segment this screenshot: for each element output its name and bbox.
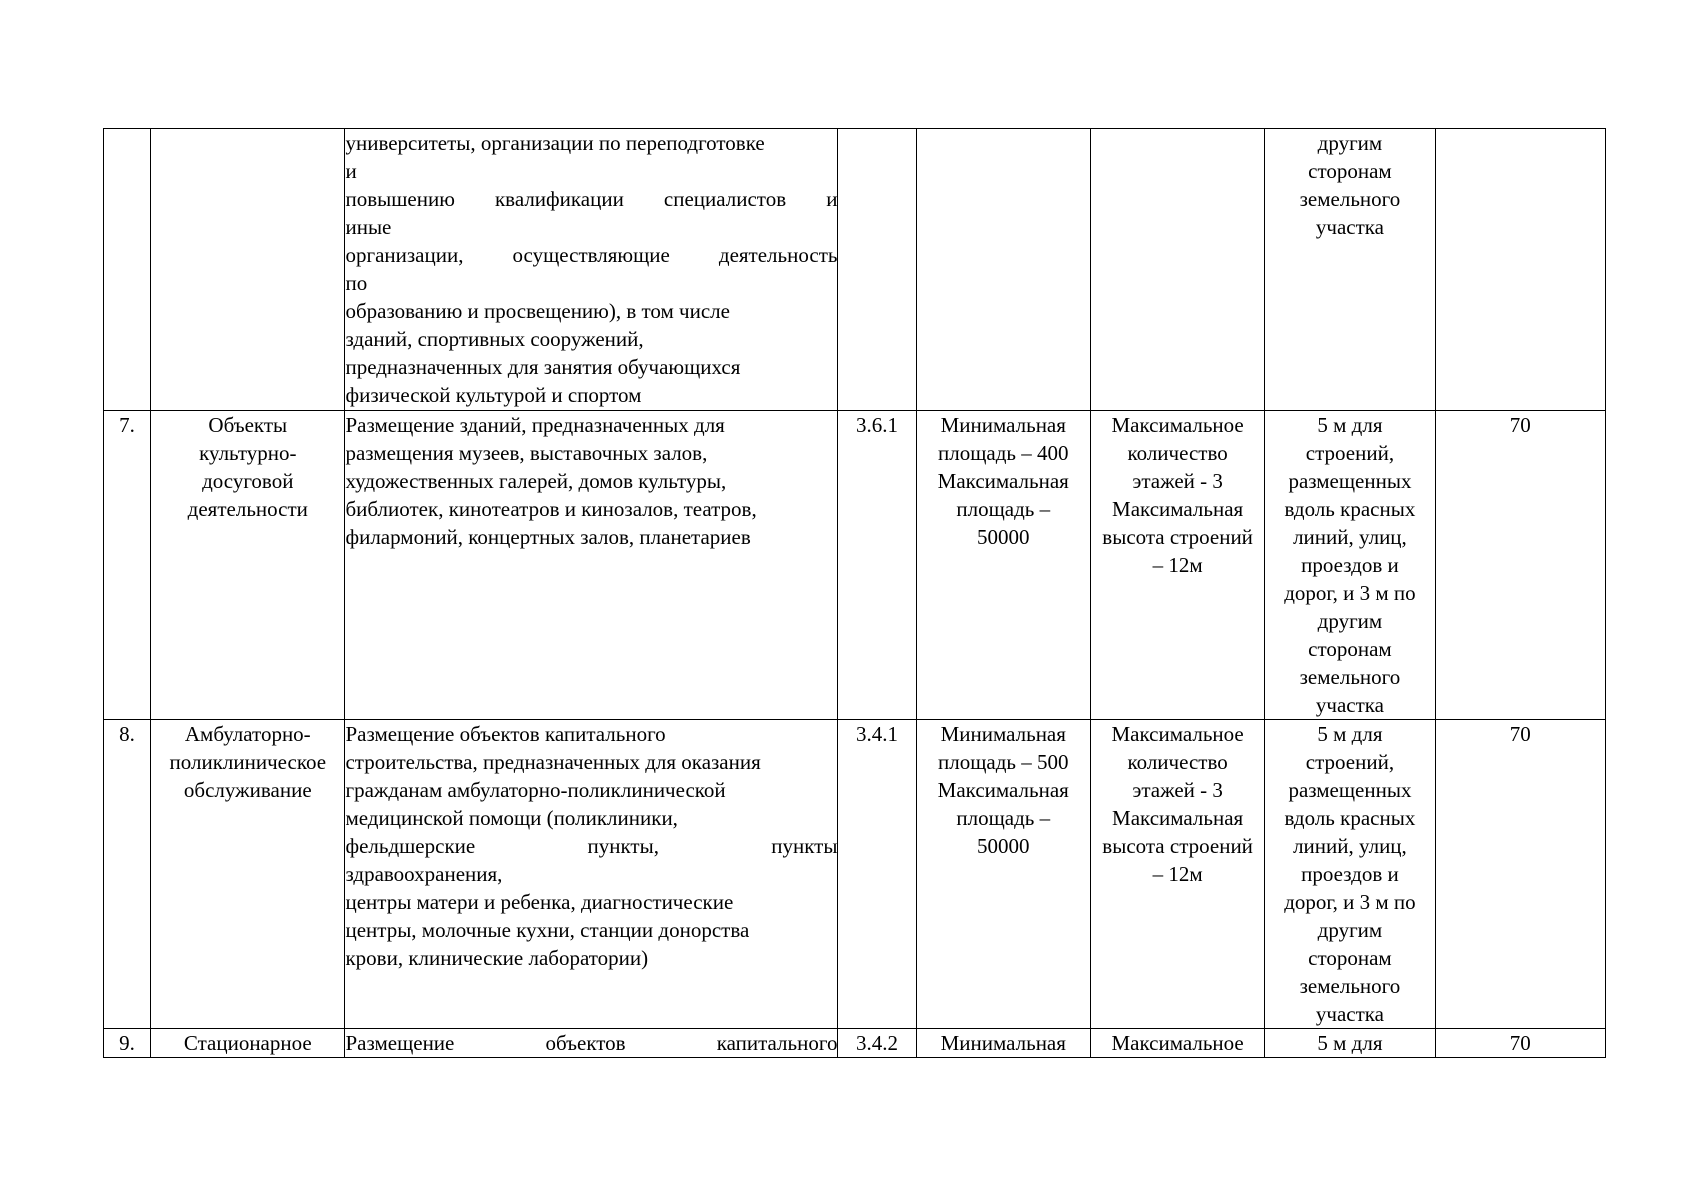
object-name-cell — [151, 720, 345, 1029]
setback-cell — [1265, 129, 1435, 411]
description-line: здравоохранения, — [345, 862, 503, 886]
description-line: Размещение зданий, предназначенных для — [345, 413, 725, 437]
floors-height-line: Максимальное — [1111, 722, 1244, 746]
row-number-cell: 8. — [104, 720, 151, 1029]
setback-line: участка — [1315, 693, 1384, 717]
description-line: Размещение объектов капитального — [345, 1031, 838, 1055]
table-row — [104, 1029, 1606, 1058]
description-line: зданий, спортивных сооружений, — [345, 327, 644, 351]
description-cell — [345, 129, 838, 411]
description-line: физической культурой и спортом — [345, 383, 642, 407]
object-name-cell — [151, 129, 345, 411]
setback-line: 5 м для — [1317, 722, 1383, 746]
percent-cell: 70 — [1435, 720, 1605, 1029]
object-name-line: Объекты — [208, 413, 288, 437]
plot-area-line: 50000 — [977, 525, 1030, 549]
floors-height-line: Максимальное — [1111, 1031, 1244, 1055]
setback-line: размещенных — [1288, 469, 1412, 493]
percent-cell — [1435, 129, 1605, 411]
setback-line: вдоль красных — [1284, 806, 1416, 830]
description-line: повышению квалификации специалистов и — [345, 187, 838, 211]
setback-line: 5 м для — [1317, 413, 1383, 437]
table-row — [104, 720, 1606, 1029]
setback-line: другим — [1317, 918, 1383, 942]
floors-height-line: количество — [1127, 441, 1228, 465]
setback-line: строений, — [1305, 441, 1395, 465]
plot-area-cell — [916, 720, 1090, 1029]
setback-line: другим — [1317, 609, 1383, 633]
description-line: центры, молочные кухни, станции донорства — [345, 918, 750, 942]
setback-line: земельного — [1299, 187, 1401, 211]
description-line: и — [345, 159, 357, 183]
floors-height-line: количество — [1127, 750, 1228, 774]
plot-area-line: 50000 — [977, 834, 1030, 858]
plot-area-line: площадь – — [956, 497, 1051, 521]
object-name-line: досуговой — [202, 469, 294, 493]
floors-height-cell — [1090, 1029, 1264, 1058]
floors-height-line: высота строений — [1102, 834, 1253, 858]
floors-height-line: – 12м — [1152, 553, 1203, 577]
plot-area-line: площадь – 500 — [938, 750, 1069, 774]
description-line: иные — [345, 215, 392, 239]
description-line: Размещение объектов капитального — [345, 722, 666, 746]
description-line: образованию и просвещению), в том числе — [345, 299, 730, 323]
setback-line: 5 м для — [1317, 1031, 1383, 1055]
plot-area-cell — [916, 411, 1090, 720]
table-row — [104, 411, 1606, 720]
plot-area-line: Максимальная — [937, 469, 1069, 493]
object-name-line: поликлиническое — [169, 750, 327, 774]
setback-line: дорог, и 3 м по — [1284, 890, 1416, 914]
setback-line: размещенных — [1288, 778, 1412, 802]
plot-area-cell — [916, 1029, 1090, 1058]
table-row — [104, 129, 1606, 411]
setback-line: проездов и — [1301, 553, 1399, 577]
code-cell: 3.4.2 — [838, 1029, 916, 1058]
setback-line: участка — [1315, 215, 1384, 239]
plot-area-line: Максимальная — [937, 778, 1069, 802]
setback-line: строений, — [1305, 750, 1395, 774]
description-line: организации, осуществляющие деятельность — [345, 243, 838, 267]
plot-area-line: площадь – — [956, 806, 1051, 830]
floors-height-line: Максимальное — [1111, 413, 1244, 437]
object-name-line: культурно- — [199, 441, 297, 465]
setback-line: проездов и — [1301, 862, 1399, 886]
row-number-cell: 9. — [104, 1029, 151, 1058]
setback-line: земельного — [1299, 974, 1401, 998]
setback-line: линий, улиц, — [1293, 525, 1407, 549]
description-line: филармоний, концертных залов, планетариев — [345, 525, 751, 549]
description-line: по — [345, 271, 368, 295]
setback-cell — [1265, 1029, 1435, 1058]
code-cell: 3.4.1 — [838, 720, 916, 1029]
floors-height-line: этажей - 3 — [1132, 778, 1223, 802]
description-line: фельдшерские пункты, пункты — [345, 834, 838, 858]
plot-area-line: Минимальная — [940, 722, 1066, 746]
plot-area-line: Минимальная — [940, 1031, 1066, 1055]
description-line: библиотек, кинотеатров и кинозалов, театров, — [345, 497, 757, 521]
description-line: предназначенных для занятия обучающихся — [345, 355, 741, 379]
description-cell — [345, 1029, 838, 1058]
object-name-line: деятельности — [187, 497, 308, 521]
plot-area-cell — [916, 129, 1090, 411]
floors-height-cell — [1090, 129, 1264, 411]
setback-line: линий, улиц, — [1293, 834, 1407, 858]
description-line: медицинской помощи (поликлиники, — [345, 806, 678, 830]
setback-cell — [1265, 411, 1435, 720]
setback-line: сторонам — [1308, 637, 1392, 661]
floors-height-line: Максимальная — [1112, 806, 1244, 830]
description-line: университеты, организации по переподготовке — [345, 131, 765, 155]
plot-area-line: площадь – 400 — [938, 441, 1069, 465]
description-line: гражданам амбулаторно-поликлинической — [345, 778, 726, 802]
description-line: центры матери и ребенка, диагностические — [345, 890, 734, 914]
row-number-cell — [104, 129, 151, 411]
floors-height-line: этажей - 3 — [1132, 469, 1223, 493]
setback-line: земельного — [1299, 665, 1401, 689]
percent-cell: 70 — [1435, 1029, 1605, 1058]
setback-line: вдоль красных — [1284, 497, 1416, 521]
setback-line: дорог, и 3 м по — [1284, 581, 1416, 605]
floors-height-line: высота строений — [1102, 525, 1253, 549]
regulations-table — [103, 128, 1606, 1058]
code-cell — [838, 129, 916, 411]
setback-cell — [1265, 720, 1435, 1029]
plot-area-line: Минимальная — [940, 413, 1066, 437]
object-name-cell — [151, 411, 345, 720]
object-name-line: обслуживание — [183, 778, 312, 802]
row-number-cell: 7. — [104, 411, 151, 720]
floors-height-cell — [1090, 411, 1264, 720]
code-cell: 3.6.1 — [838, 411, 916, 720]
description-line: строительства, предназначенных для оказания — [345, 750, 761, 774]
description-cell — [345, 720, 838, 1029]
description-line: крови, клинические лаборатории) — [345, 946, 649, 970]
setback-line: сторонам — [1308, 159, 1392, 183]
setback-line: участка — [1315, 1002, 1384, 1026]
setback-line: сторонам — [1308, 946, 1392, 970]
object-name-line: Амбулаторно- — [184, 722, 311, 746]
floors-height-line: – 12м — [1152, 862, 1203, 886]
description-cell — [345, 411, 838, 720]
percent-cell: 70 — [1435, 411, 1605, 720]
setback-line: другим — [1317, 131, 1383, 155]
description-line: художественных галерей, домов культуры, — [345, 469, 727, 493]
description-line: размещения музеев, выставочных залов, — [345, 441, 708, 465]
floors-height-cell — [1090, 720, 1264, 1029]
object-name-line: Стационарное — [183, 1031, 312, 1055]
object-name-cell — [151, 1029, 345, 1058]
floors-height-line: Максимальная — [1112, 497, 1244, 521]
